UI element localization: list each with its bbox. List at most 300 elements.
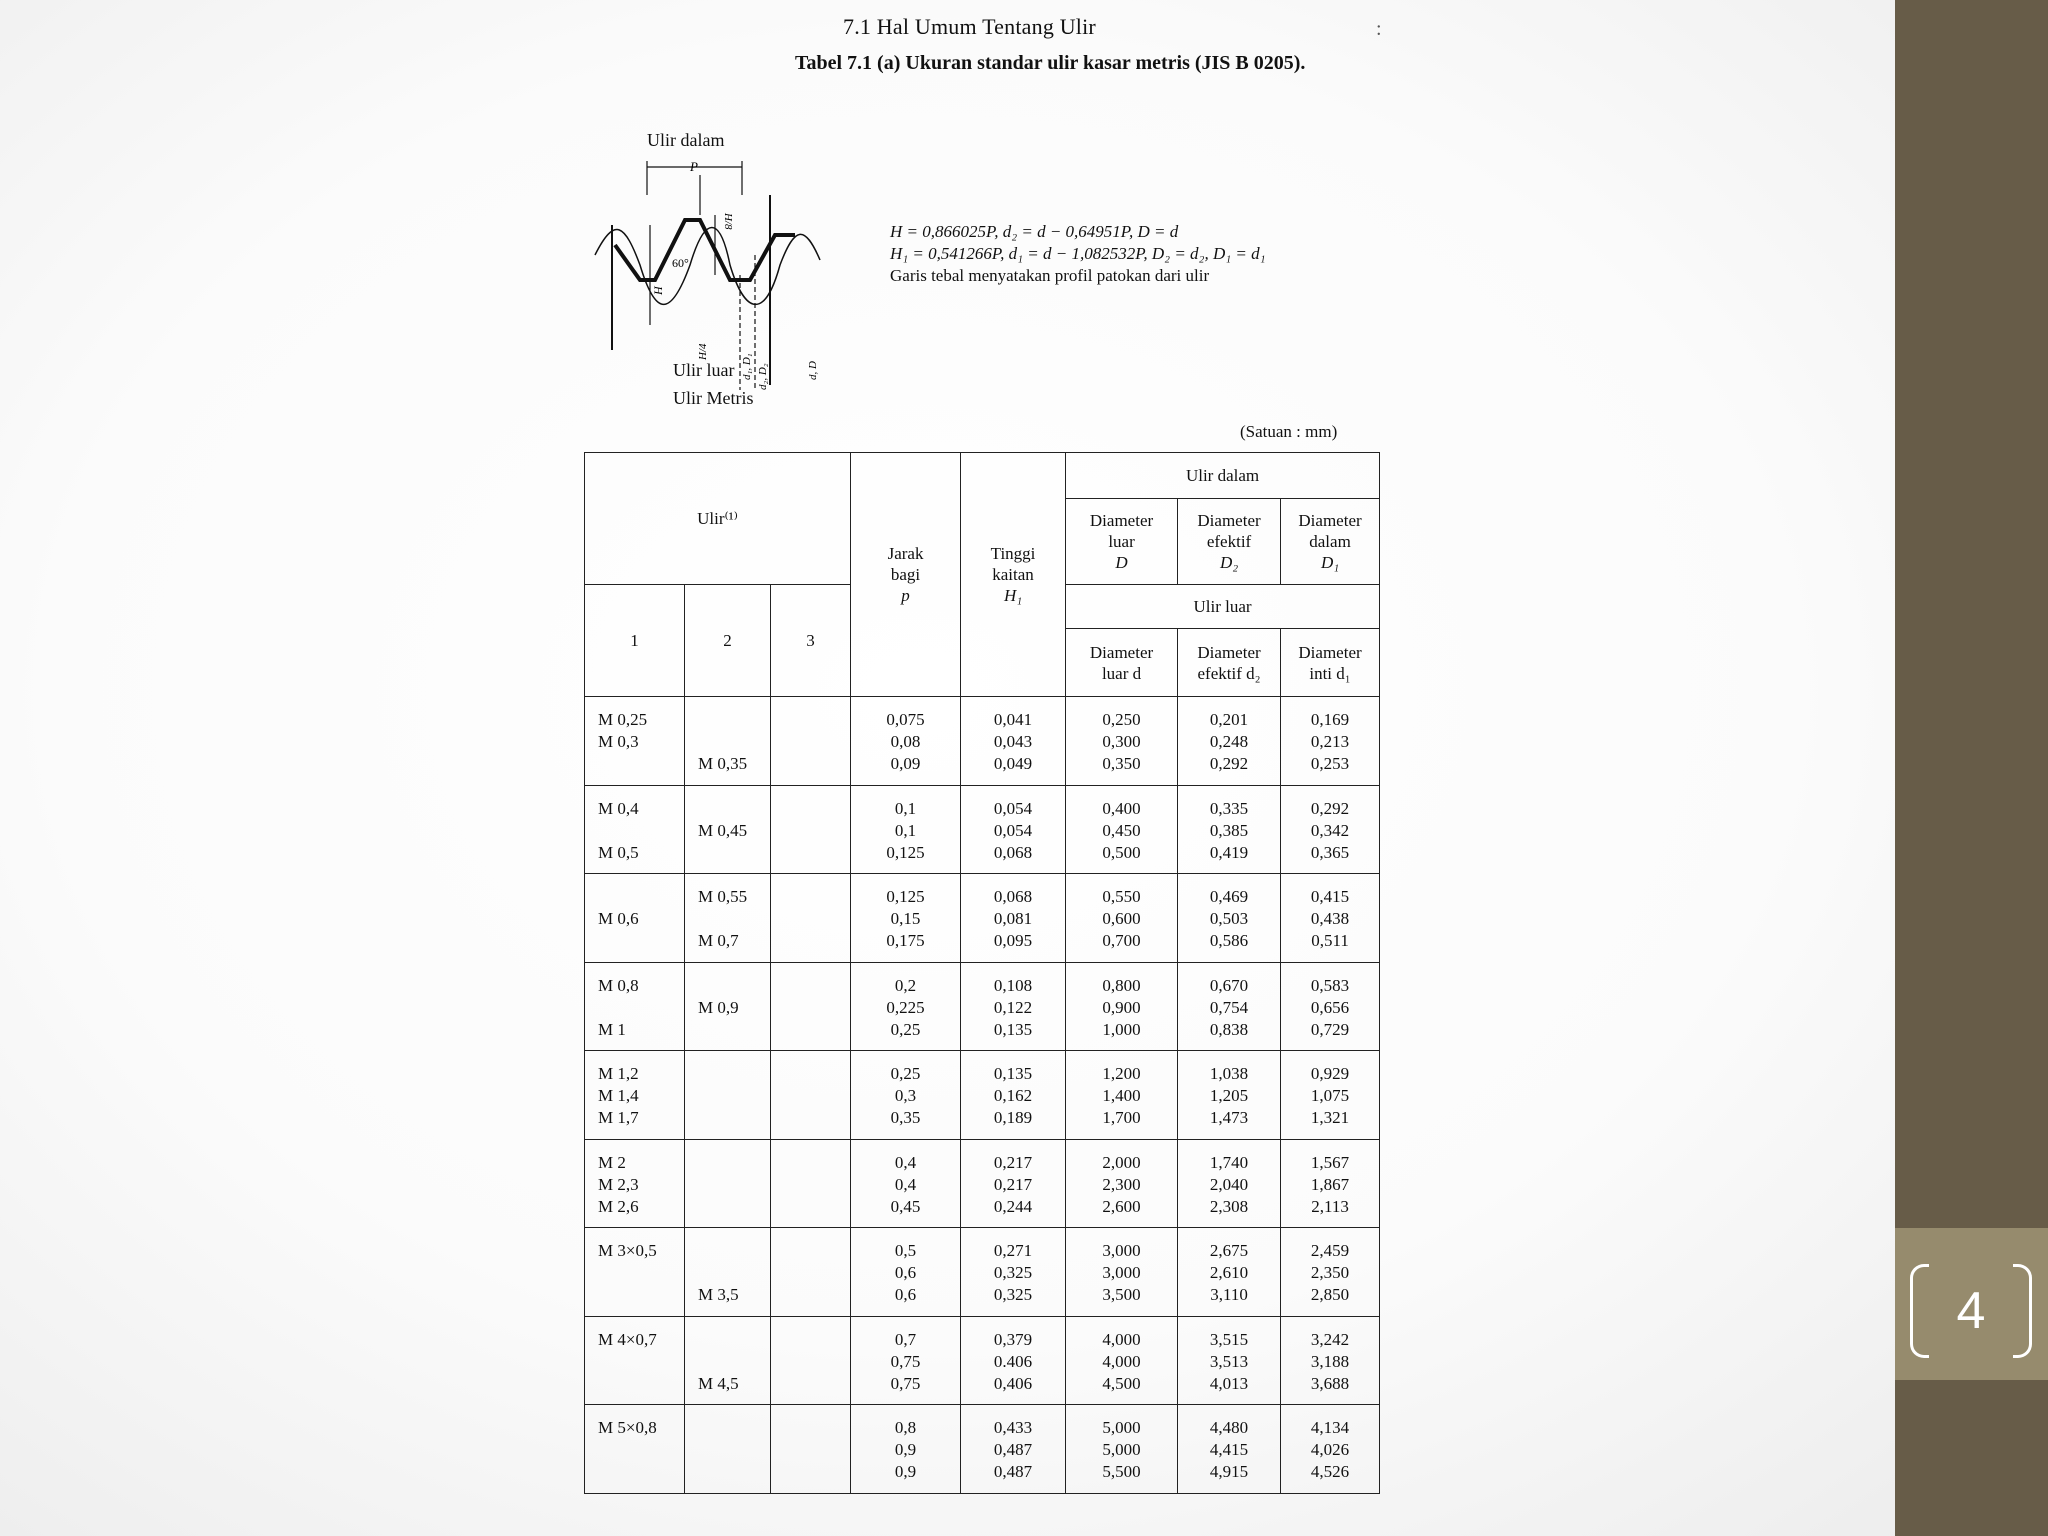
cell-line: 0,700 xyxy=(1102,931,1141,951)
cell-c1 xyxy=(585,1051,685,1140)
cell-line xyxy=(598,753,684,775)
cell-p xyxy=(851,785,961,874)
cell-line: 2,675 xyxy=(1209,1241,1249,1261)
cell-line: 0,225 xyxy=(886,997,925,1017)
cell-d1 xyxy=(1281,1316,1380,1405)
cell-line xyxy=(698,1063,770,1085)
cell-d xyxy=(1066,785,1178,874)
cell-line: 0,511 xyxy=(1311,931,1349,951)
cell-c2 xyxy=(685,697,771,786)
cell-d xyxy=(1066,1139,1178,1228)
cell-line: 0,081 xyxy=(993,909,1033,929)
cell-line: 0,175 xyxy=(886,931,925,951)
cell-h1 xyxy=(961,697,1066,786)
thread-profile-icon xyxy=(590,155,830,395)
cell-c2 xyxy=(685,1316,771,1405)
cell-line xyxy=(784,1196,850,1218)
cell-line: 0,586 xyxy=(1209,931,1249,951)
cell-c1 xyxy=(585,785,685,874)
cell-line: 0,503 xyxy=(1209,909,1249,929)
cell-line xyxy=(698,1351,770,1373)
cell-d1 xyxy=(1281,1405,1380,1494)
cell-line: 0,433 xyxy=(993,1418,1033,1438)
cell-line xyxy=(784,1152,850,1174)
diagram-label-ulir-metris: Ulir Metris xyxy=(673,388,754,408)
cell-line: M 0,9 xyxy=(698,997,739,1017)
thread-profile-diagram xyxy=(590,125,830,425)
cell-c3 xyxy=(771,1316,851,1405)
cell-line: M 0,55 xyxy=(698,887,748,907)
pitch-symbol: P xyxy=(690,159,698,174)
cell-line: 3,513 xyxy=(1209,1351,1249,1371)
thread-size-table xyxy=(584,452,1380,1494)
cell-line: 0,450 xyxy=(1102,820,1141,840)
cell-line xyxy=(784,908,850,930)
cell-line: M 2,3 xyxy=(598,1174,639,1194)
cell-line xyxy=(784,1262,850,1284)
cell-line: 0,325 xyxy=(993,1263,1033,1283)
cell-line: M 3×0,5 xyxy=(598,1241,657,1261)
table-title: Tabel 7.1 (a) Ukuran standar ulir kasar metris (JIS B 0205). xyxy=(795,52,1306,74)
cell-line: 0,8 xyxy=(894,1418,917,1438)
cell-c3 xyxy=(771,697,851,786)
cell-d xyxy=(1066,697,1178,786)
cell-line: M 1,2 xyxy=(598,1064,639,1084)
cell-line xyxy=(784,1461,850,1483)
cell-line: 4,000 xyxy=(1102,1329,1141,1349)
cell-line xyxy=(784,1240,850,1262)
cell-line xyxy=(598,1461,684,1483)
cell-line: 0,09 xyxy=(890,754,921,773)
cell-line: 0,4 xyxy=(894,1174,917,1194)
cell-line: 0,292 xyxy=(1310,798,1350,818)
header-ulir-luar: Ulir luar xyxy=(1066,585,1380,629)
cell-line xyxy=(784,1439,850,1461)
cell-line: 0,095 xyxy=(993,931,1033,951)
cell-line: 0,600 xyxy=(1102,909,1141,929)
cell-line xyxy=(784,709,850,731)
cell-line: 0,6 xyxy=(894,1263,917,1283)
cell-line: 3,688 xyxy=(1310,1373,1350,1393)
cell-line: 0,487 xyxy=(993,1462,1033,1482)
cell-line: 4,415 xyxy=(1209,1440,1249,1460)
table-row xyxy=(585,1228,1380,1317)
cell-c3 xyxy=(771,874,851,963)
cell-line xyxy=(784,842,850,864)
cell-line: M 1,7 xyxy=(598,1108,639,1128)
cell-p xyxy=(851,1139,961,1228)
cell-p xyxy=(851,697,961,786)
page-number-frame xyxy=(1910,1264,2032,1354)
table-body xyxy=(585,697,1380,1494)
cell-p xyxy=(851,1316,961,1405)
cell-line: 0,6 xyxy=(894,1285,917,1305)
cell-d1 xyxy=(1281,1139,1380,1228)
header-ulir-dalam: Ulir dalam xyxy=(1066,453,1380,499)
cell-c1 xyxy=(585,1139,685,1228)
cell-line xyxy=(784,1417,850,1439)
cell-d1 xyxy=(1281,962,1380,1051)
cell-line: M 0,8 xyxy=(598,975,639,995)
cell-line: 0,244 xyxy=(993,1196,1033,1216)
d1-label: d₁, D₁ xyxy=(741,353,753,380)
cell-line: 0,043 xyxy=(993,732,1033,751)
cell-line: 0,4 xyxy=(894,1152,917,1172)
cell-h1 xyxy=(961,1139,1066,1228)
cell-d1 xyxy=(1281,1228,1380,1317)
cell-line: 3,110 xyxy=(1210,1285,1248,1305)
cell-line: 0,500 xyxy=(1102,842,1141,862)
cell-line: 3,000 xyxy=(1102,1241,1141,1261)
cell-c2 xyxy=(685,874,771,963)
cell-line: M 0,6 xyxy=(598,909,639,929)
cell-line: 2,300 xyxy=(1102,1174,1141,1194)
cell-line: 3,000 xyxy=(1102,1263,1141,1283)
table-row xyxy=(585,1139,1380,1228)
cell-line: 0,213 xyxy=(1310,732,1350,751)
cell-line xyxy=(784,798,850,820)
header-jarak-bagi: Jarak bagi p xyxy=(851,453,961,697)
cell-line xyxy=(698,1152,770,1174)
cell-p xyxy=(851,874,961,963)
cell-line: 0,335 xyxy=(1209,798,1249,818)
cell-line: 1,400 xyxy=(1102,1086,1141,1106)
cell-line xyxy=(784,1085,850,1107)
cell-line: 1,000 xyxy=(1102,1019,1141,1039)
table-row xyxy=(585,874,1380,963)
cell-h1 xyxy=(961,874,1066,963)
cell-line: 0,122 xyxy=(993,997,1033,1017)
cell-line: 0,9 xyxy=(894,1462,917,1482)
cell-line xyxy=(598,886,684,908)
header-tinggi-kaitan: Tinggi kaitan H₁ xyxy=(961,453,1066,697)
formula-line-3: Garis tebal menyatakan profil patokan dari ulir xyxy=(890,266,1210,285)
cell-line: 0,406 xyxy=(993,1373,1033,1393)
cell-d xyxy=(1066,1228,1178,1317)
cell-d xyxy=(1066,1051,1178,1140)
cell-c3 xyxy=(771,962,851,1051)
cell-line: M 1 xyxy=(598,1019,626,1039)
corner-mark: : xyxy=(1376,18,1382,40)
cell-line: 0,385 xyxy=(1209,820,1249,840)
cell-line: 0,670 xyxy=(1209,975,1249,995)
cell-line: M 2 xyxy=(598,1152,626,1172)
cell-line: 2,459 xyxy=(1310,1241,1350,1261)
cell-line: 0,25 xyxy=(890,1019,921,1039)
formula-line-2: H₁ = 0,541266P, d₁ = d − 1,082532P, D₂ = d₂, D₁ = d₁ xyxy=(890,244,1266,263)
cell-line: 0.406 xyxy=(993,1351,1033,1371)
cell-d2 xyxy=(1178,1051,1281,1140)
cell-d1 xyxy=(1281,874,1380,963)
cell-line xyxy=(698,731,770,753)
cell-line: 0,300 xyxy=(1102,732,1141,751)
cell-line: 2,113 xyxy=(1311,1196,1349,1216)
table-row xyxy=(585,785,1380,874)
cell-h1 xyxy=(961,1316,1066,1405)
cell-line xyxy=(784,1373,850,1395)
cell-line: 0,271 xyxy=(993,1241,1033,1261)
cell-d1 xyxy=(1281,785,1380,874)
cell-line xyxy=(698,798,770,820)
cell-line: 0,929 xyxy=(1310,1064,1350,1084)
table-row xyxy=(585,697,1380,786)
cell-line xyxy=(698,1329,770,1351)
cell-c2 xyxy=(685,785,771,874)
cell-d2 xyxy=(1178,1316,1281,1405)
cell-line: 2,850 xyxy=(1310,1285,1350,1305)
cell-line: M 0,7 xyxy=(698,931,739,951)
cell-line: 2,610 xyxy=(1209,1263,1249,1283)
cell-line: 0,25 xyxy=(890,1064,921,1084)
cell-line xyxy=(698,1262,770,1284)
cell-line: 1,038 xyxy=(1209,1064,1249,1084)
cell-line xyxy=(784,1063,850,1085)
cell-line: 0,7 xyxy=(894,1329,917,1349)
cell-line: 0,217 xyxy=(993,1174,1033,1194)
h-symbol: H xyxy=(651,286,665,295)
header-diameter-luar-d: Diameter luar d xyxy=(1066,629,1178,697)
cell-line: 4,480 xyxy=(1209,1418,1249,1438)
cell-line xyxy=(598,930,684,952)
header-diameter-dalam-D1: Diameter dalam D₁ xyxy=(1281,499,1380,585)
cell-line xyxy=(698,1196,770,1218)
cell-line xyxy=(698,1439,770,1461)
cell-line: M 0,5 xyxy=(598,842,639,862)
cell-c1 xyxy=(585,1228,685,1317)
cell-d2 xyxy=(1178,874,1281,963)
d2-label: d₂, D₂ xyxy=(757,363,769,390)
header-col-2: 2 xyxy=(685,585,771,697)
cell-line xyxy=(698,1240,770,1262)
cell-line: 4,500 xyxy=(1102,1373,1141,1393)
cell-line: 1,740 xyxy=(1209,1152,1249,1172)
diagram-label-ulir-luar: Ulir luar xyxy=(673,360,735,380)
cell-line xyxy=(698,1085,770,1107)
cell-line: 0,217 xyxy=(993,1152,1033,1172)
cell-line: M 0,45 xyxy=(698,820,748,840)
cell-p xyxy=(851,1051,961,1140)
header-diameter-efektif-D2: Diameter efektif D₂ xyxy=(1178,499,1281,585)
cell-line: 0,754 xyxy=(1209,997,1249,1017)
cell-line: 1,473 xyxy=(1209,1108,1249,1128)
cell-line: 4,915 xyxy=(1209,1462,1249,1482)
cell-line xyxy=(698,1417,770,1439)
header-diameter-luar-D: Diameter luar D xyxy=(1066,499,1178,585)
cell-line: 0,3 xyxy=(894,1086,917,1106)
cell-line xyxy=(698,975,770,997)
cell-line: M 0,25 xyxy=(598,710,648,729)
cell-d xyxy=(1066,1316,1178,1405)
cell-line: 0,729 xyxy=(1310,1019,1350,1039)
cell-line xyxy=(784,1174,850,1196)
cell-line: 0,054 xyxy=(993,820,1033,840)
cell-c1 xyxy=(585,697,685,786)
cell-line xyxy=(784,1107,850,1129)
cell-line: 0,800 xyxy=(1102,975,1141,995)
unit-note: (Satuan : mm) xyxy=(1240,422,1338,441)
cell-c1 xyxy=(585,962,685,1051)
cell-line: 0,325 xyxy=(993,1285,1033,1305)
cell-line: M 4×0,7 xyxy=(598,1329,657,1349)
cell-line: 4,000 xyxy=(1102,1351,1141,1371)
cell-line xyxy=(598,1262,684,1284)
cell-line: 1,205 xyxy=(1209,1086,1249,1106)
cell-line: 0,162 xyxy=(993,1086,1033,1106)
cell-line: 0,041 xyxy=(993,710,1033,729)
table-row xyxy=(585,962,1380,1051)
cell-c3 xyxy=(771,1139,851,1228)
cell-line: 0,900 xyxy=(1102,997,1141,1017)
cell-line xyxy=(598,1439,684,1461)
cell-line: 0,419 xyxy=(1209,842,1249,862)
cell-line: 4,134 xyxy=(1310,1418,1350,1438)
cell-p xyxy=(851,1405,961,1494)
cell-line: 0,250 xyxy=(1102,710,1141,729)
cell-line xyxy=(784,1351,850,1373)
cell-line: 2,000 xyxy=(1102,1152,1141,1172)
cell-line: 0,125 xyxy=(886,887,925,907)
cell-line: 1,700 xyxy=(1102,1108,1141,1128)
cell-line: 2,600 xyxy=(1102,1196,1141,1216)
cell-line xyxy=(784,997,850,1019)
cell-line xyxy=(698,1019,770,1041)
cell-line: 0,253 xyxy=(1310,754,1350,773)
cell-line: 3,188 xyxy=(1310,1351,1350,1371)
cell-line xyxy=(598,820,684,842)
cell-line: M 4,5 xyxy=(698,1373,739,1393)
cell-line: 0,583 xyxy=(1310,975,1350,995)
cell-line xyxy=(784,1284,850,1306)
cell-line: 4,013 xyxy=(1209,1373,1249,1393)
header-diameter-efektif-d2: Diameter efektif d₂ xyxy=(1178,629,1281,697)
cell-d xyxy=(1066,962,1178,1051)
cell-c2 xyxy=(685,1139,771,1228)
cell-d2 xyxy=(1178,962,1281,1051)
cell-line: 2,040 xyxy=(1209,1174,1249,1194)
cell-line: 0,342 xyxy=(1310,820,1350,840)
cell-line: M 1,4 xyxy=(598,1086,639,1106)
cell-line xyxy=(784,886,850,908)
cell-line: 2,350 xyxy=(1310,1263,1350,1283)
angle-label: 60° xyxy=(672,256,689,270)
cell-line: 5,000 xyxy=(1102,1440,1141,1460)
cell-h1 xyxy=(961,1405,1066,1494)
cell-line xyxy=(598,1351,684,1373)
cell-d1 xyxy=(1281,1051,1380,1140)
formula-block xyxy=(890,221,1266,287)
cell-c2 xyxy=(685,1405,771,1494)
cell-line: 0,838 xyxy=(1209,1019,1249,1039)
cell-line: M 0,3 xyxy=(598,732,639,751)
cell-line: 4,526 xyxy=(1310,1462,1350,1482)
cell-line: 0,049 xyxy=(993,754,1033,773)
cell-line: 1,867 xyxy=(1310,1174,1350,1194)
h4-symbol: H/4 xyxy=(697,343,709,360)
cell-line xyxy=(698,1461,770,1483)
table-row xyxy=(585,1405,1380,1494)
cell-line xyxy=(698,1174,770,1196)
cell-line: 0,075 xyxy=(886,710,925,729)
formula-line-1: H = 0,866025P, d₂ = d − 0,64951P, D = d xyxy=(890,222,1179,241)
cell-c3 xyxy=(771,1051,851,1140)
cell-line: 0,15 xyxy=(890,909,921,929)
cell-line: 1,321 xyxy=(1310,1108,1350,1128)
table-row xyxy=(585,1316,1380,1405)
cell-line xyxy=(598,1284,684,1306)
cell-line: 0,487 xyxy=(993,1440,1033,1460)
cell-d xyxy=(1066,874,1178,963)
cell-line: 0,1 xyxy=(894,820,917,840)
cell-line: 0,2 xyxy=(894,975,917,995)
cell-line: 0,068 xyxy=(993,887,1033,907)
header-col-1: 1 xyxy=(585,585,685,697)
cell-line: 3,242 xyxy=(1310,1329,1350,1349)
cell-line: 5,500 xyxy=(1102,1462,1141,1482)
cell-d2 xyxy=(1178,785,1281,874)
header-col-3: 3 xyxy=(771,585,851,697)
cell-line xyxy=(698,1107,770,1129)
cell-h1 xyxy=(961,1051,1066,1140)
cell-c1 xyxy=(585,1316,685,1405)
cell-line: M 0,4 xyxy=(598,798,639,818)
cell-line xyxy=(698,908,770,930)
cell-line: M 2,6 xyxy=(598,1196,639,1216)
cell-c2 xyxy=(685,1228,771,1317)
cell-line: 5,000 xyxy=(1102,1418,1141,1438)
cell-line: 0,108 xyxy=(993,975,1033,995)
cell-line: 0,550 xyxy=(1102,887,1141,907)
cell-line xyxy=(598,1373,684,1395)
cell-line: 0,75 xyxy=(890,1373,921,1393)
cell-line: 0,248 xyxy=(1209,732,1249,751)
cell-line: 1,075 xyxy=(1310,1086,1350,1106)
cell-line xyxy=(784,975,850,997)
cell-line: 0,75 xyxy=(890,1351,921,1371)
cell-line xyxy=(784,930,850,952)
cell-line xyxy=(784,1329,850,1351)
cell-line: 0,1 xyxy=(894,798,917,818)
cell-line xyxy=(784,731,850,753)
cell-d2 xyxy=(1178,1139,1281,1228)
section-title: 7.1 Hal Umum Tentang Ulir xyxy=(843,14,1096,39)
cell-h1 xyxy=(961,962,1066,1051)
cell-line: 0,379 xyxy=(993,1329,1033,1349)
cell-line xyxy=(698,709,770,731)
cell-p xyxy=(851,962,961,1051)
cell-line: 0,5 xyxy=(894,1241,917,1261)
cell-line: 0,438 xyxy=(1310,909,1350,929)
cell-line xyxy=(784,753,850,775)
cell-line: 0,45 xyxy=(890,1196,921,1216)
header-ulir: Ulir⁽¹⁾ xyxy=(585,453,851,585)
cell-line: 2,308 xyxy=(1209,1196,1249,1216)
cell-line: 0,292 xyxy=(1209,754,1249,773)
cell-c3 xyxy=(771,1405,851,1494)
cell-line: 4,026 xyxy=(1310,1440,1350,1460)
cell-line: 0,08 xyxy=(890,732,921,751)
cell-line xyxy=(698,842,770,864)
cell-line: 0,35 xyxy=(890,1108,921,1128)
cell-line: 3,500 xyxy=(1102,1285,1141,1305)
cell-c1 xyxy=(585,1405,685,1494)
h8-symbol: H/8 xyxy=(722,213,734,230)
cell-line: 0,054 xyxy=(993,798,1033,818)
cell-c3 xyxy=(771,785,851,874)
cell-line: M 5×0,8 xyxy=(598,1418,657,1438)
cell-line xyxy=(784,1019,850,1041)
cell-line xyxy=(784,820,850,842)
cell-h1 xyxy=(961,1228,1066,1317)
